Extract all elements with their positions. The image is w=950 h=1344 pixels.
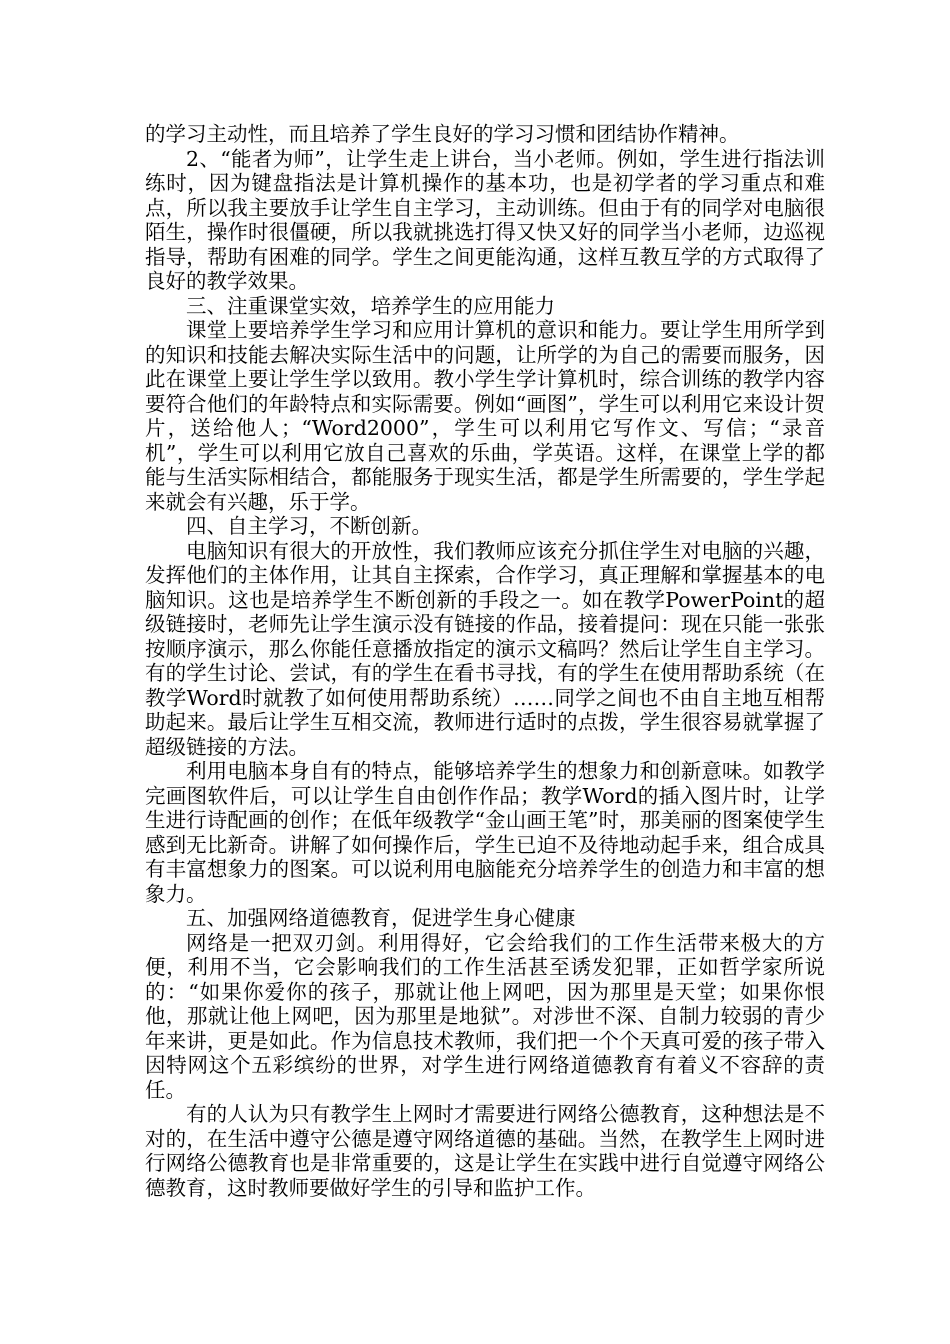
section-heading-5: 五、加强网络道德教育，促进学生身心健康: [186, 906, 576, 930]
paragraph-public-morality: 有的人认为只有教学生上网时才需要进行网络公德教育，这种想法是不对的，在生活中遵守公德是遵守网络道德的基础。当然，在教学生上网时进行网络公德教育也是非常重要的，这是让学生在实践中进行自觉遵守网络公德教育，这时教师要做好学生的引导和监护工作。: [145, 1102, 825, 1200]
paragraph-self-learning: 电脑知识有很大的开放性，我们教师应该充分抓住学生对电脑的兴趣，发挥他们的主体作用，让其自主探索，合作学习，真正理解和掌握基本的电脑知识。这也是培养学生不断创新的手段之一。如在教学PowerPoint的超级链接时，老师先让学生演示没有链接的作品，接着提问：现在只能一张张按顺序演示，那么你能任意播放指定的演示文稿吗？然后让学生自主学习。有的学生讨论、尝试，有的学生在看书寻找，有的学生在使用帮助系统（在教学Word时就教了如何使用帮助系统）……同学之间也不由自主地互相帮助起来。最后让学生互相交流，教师进行适时的点拨，学生很容易就掌握了超级链接的方法。: [145, 538, 825, 759]
paragraph-able-as-teacher: 2、“能者为师”，让学生走上讲台，当小老师。例如，学生进行指法训练时，因为键盘指法是计算机操作的基本功，也是初学者的学习重点和难点，所以我主要放手让学生自主学习，主动训练。但由于有的同学对电脑很陌生，操作时很僵硬，所以我就挑选打得又快又好的同学当小老师，边巡视指导，帮助有困难的同学。学生之间更能沟通，这样互教互学的方式取得了良好的教学效果。: [145, 146, 825, 293]
paragraph-network-ethics: 网络是一把双刃剑。利用得好，它会给我们的工作生活带来极大的方便，利用不当，它会影响我们的工作生活甚至诱发犯罪，正如哲学家所说的：“如果你爱你的孩子，那就让他上网吧，因为那里是天堂；如果你恨他，那就让他上网吧，因为那里是地狱”。对涉世不深、自制力较弱的青少年来讲，更是如此。作为信息技术教师，我们把一个个天真可爱的孩子带入因特网这个五彩缤纷的世界，对学生进行网络道德教育有着义不容辞的责任。: [145, 930, 825, 1102]
section-heading-4: 四、自主学习，不断创新。: [186, 514, 432, 538]
paragraph-application: 课堂上要培养学生学习和应用计算机的意识和能力。要让学生用所学到的知识和技能去解决实际生活中的问题，让所学的为自己的需要而服务，因此在课堂上要让学生学以致用。教小学生学计算机时，综合训练的教学内容要符合他们的年龄特点和实际需要。例如“画图”，学生可以利用它来设计贺片，送给他人；“Word2000”，学生可以利用它写作文、写信；“录音机”，学生可以利用它放自己喜欢的乐曲，学英语。这样，在课堂上学的都能与生活实际相结合，都能服务于现实生活，都是学生所需要的，学生学起来就会有兴趣，乐于学。: [145, 318, 825, 514]
paragraph-continuation: 的学习主动性，而且培养了学生良好的学习习惯和团结协作精神。: [145, 122, 740, 146]
section-heading-3: 三、注重课堂实效，培养学生的应用能力: [186, 293, 555, 318]
document-body: [145, 122, 825, 1200]
paragraph-imagination: 利用电脑本身自有的特点，能够培养学生的想象力和创新意味。如教学完画图软件后，可以让学生自由创作作品；教学Word的插入图片时，让学生进行诗配画的创作；在低年级教学“金山画王笔”时，那美丽的图案使学生感到无比新奇。讲解了如何操作后，学生已迫不及待地动起手来，组合成具有丰富想象力的图案。可以说利用电脑能充分培养学生的创造力和丰富的想象力。: [145, 759, 825, 906]
